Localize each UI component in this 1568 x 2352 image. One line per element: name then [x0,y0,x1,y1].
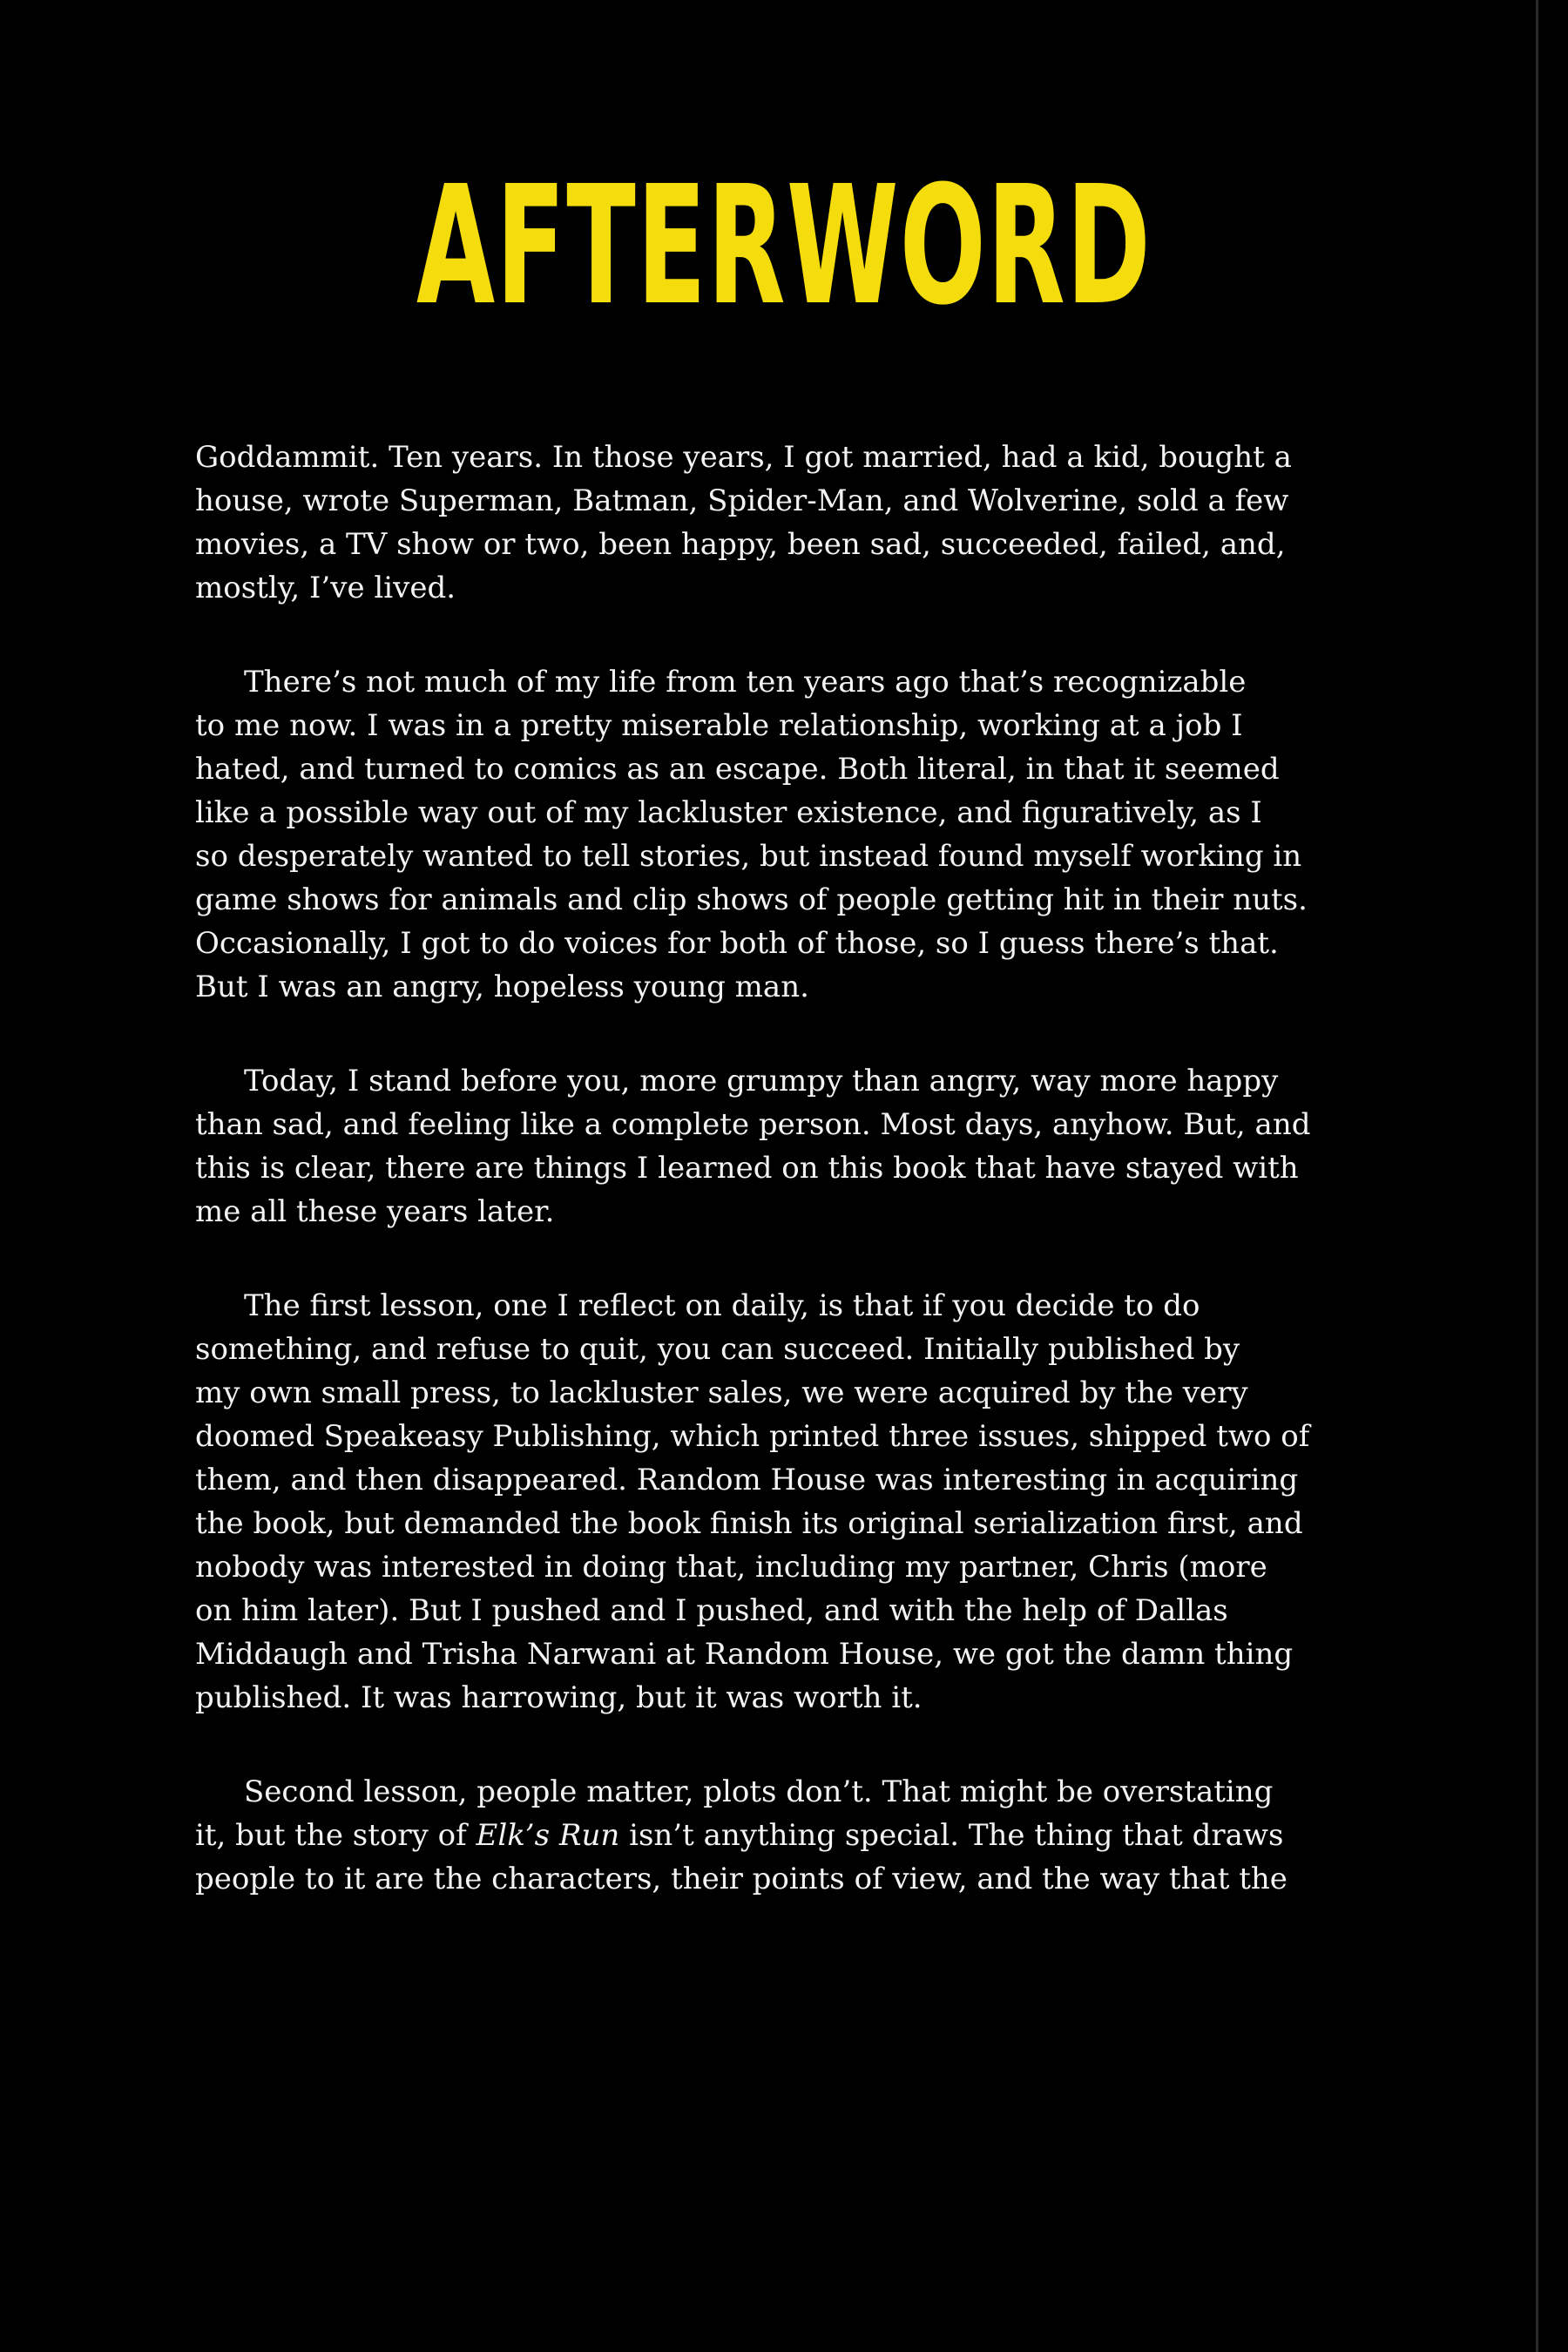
text-line: Occasionally, I got to do voices for both of those, so I guess there’s that. [195,926,1279,961]
paragraph-5 [195,1770,1371,1901]
text-line: Goddammit. Ten years. In those years, I got married, had a kid, bought a [195,440,1292,475]
text-line: movies, a TV show or two, been happy, been sad, succeeded, failed, and, [195,527,1286,562]
text-line: The first lesson, one I reflect on daily, is that if you decide to do [244,1288,1200,1323]
text-line: There’s not much of my life from ten years ago that’s recognizable [244,665,1247,700]
text-fragment: it, but the story of [195,1818,476,1853]
text-line: to me now. I was in a pretty miserable relationship, working at a job I [195,708,1243,743]
text-line: something, and refuse to quit, you can succeed. Initially published by [195,1332,1240,1367]
text-line: me all these years later. [195,1194,555,1229]
text-fragment: isn’t anything special. The thing that draws [619,1818,1284,1853]
text-line: them, and then disappeared. Random House was interesting in acquiring [195,1463,1299,1497]
text-line: game shows for animals and clip shows of people getting hit in their nuts. [195,882,1308,917]
text-line: mostly, I’ve lived. [195,571,456,605]
text-line: on him later). But I pushed and I pushed, and with the help of Dallas [195,1593,1228,1628]
text-line: nobody was interested in doing that, including my partner, Chris (more [195,1550,1267,1585]
text-line: house, wrote Superman, Batman, Spider-Man, and Wolverine, sold a few [195,483,1289,518]
text-line: this is clear, there are things I learned on this book that have stayed with [195,1151,1299,1186]
text-line: than sad, and feeling like a complete person. Most days, anyhow. But, and [195,1107,1311,1142]
book-title-italic: Elk’s Run [476,1818,620,1853]
text-line: hated, and turned to comics as an escape. Both literal, in that it seemed [195,752,1280,787]
paragraph-3 [195,1059,1371,1233]
text-line: so desperately wanted to tell stories, but instead found myself working in [195,839,1302,874]
page-edge-divider [1536,0,1538,2352]
text-line: Today, I stand before you, more grumpy than angry, way more happy [244,1064,1279,1098]
text-line: Middaugh and Trisha Narwani at Random House, we got the damn thing [195,1637,1294,1672]
body-text [195,436,1371,1951]
text-line: like a possible way out of my lackluster existence, and figuratively, as I [195,795,1262,830]
paragraph-4 [195,1284,1371,1720]
paragraph-2 [195,660,1371,1009]
text-line: people to it are the characters, their points of view, and the way that the [195,1862,1288,1896]
paragraph-1 [195,436,1371,610]
text-line: But I was an angry, hopeless young man. [195,970,809,1004]
text-line: Second lesson, people matter, plots don’t. That might be overstating [244,1774,1274,1809]
text-line [195,1814,1371,1857]
text-line: published. It was harrowing, but it was worth it. [195,1680,923,1715]
text-line: the book, but demanded the book finish its original serialization first, and [195,1506,1303,1541]
page-title: AFTERWORD [416,151,1152,341]
text-line: my own small press, to lackluster sales, we were acquired by the very [195,1375,1248,1410]
text-line: doomed Speakeasy Publishing, which printed three issues, shipped two of [195,1419,1310,1454]
